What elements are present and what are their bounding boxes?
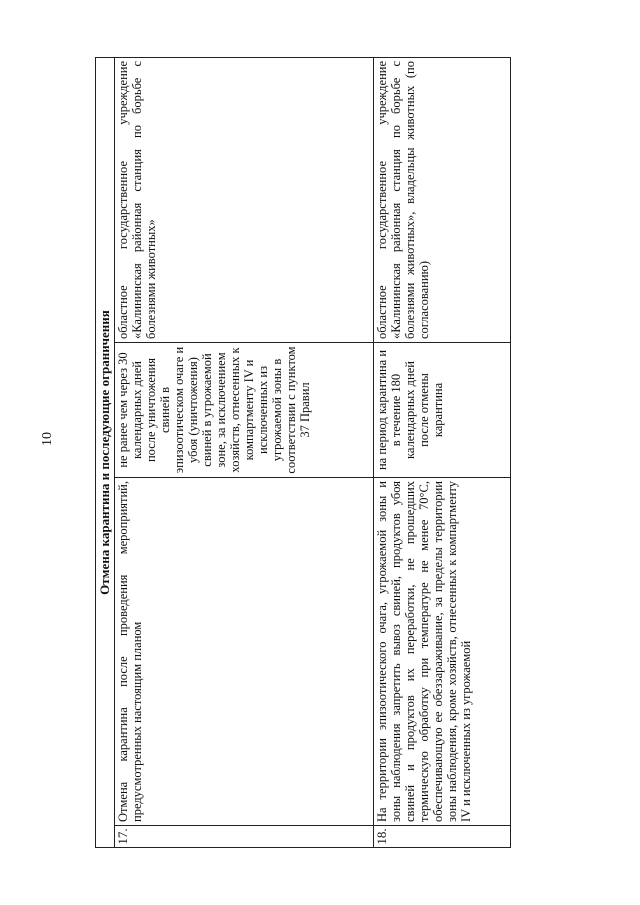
measure-cell: На территории эпизоотического очага, угрожаемой зоны и зоны наблюдения запретить вывоз свиней, продуктов убоя свиней и продуктов их переработки, не прошедших термическую обработку при температуре не менее 70°С, обеспечивающую ее обеззараживание, за пределы территории зоны наблюдения, кроме хозяйств, отнесенных к компартменту IV и исключенных из угрожаемой — [374, 478, 511, 826]
responsible-cell: областное государственное учреждение «Калининская районная станция по борьбе с болезнями животных» — [115, 58, 374, 343]
page-number: 10 — [40, 432, 55, 446]
rotated-table-container — [95, 58, 515, 848]
section-header: Отмена карантина и последующие ограничения — [96, 58, 115, 848]
plan-table — [95, 57, 511, 848]
term-cell: не ранее чем через 30 календарных дней после уничтожения свиней в эпизоотическом очаге и убоя (уничтожения) свиней в угрожаемой зоне, за исключением хозяйств, отнесенных к компартменту IV и исключенных из угрожаемой зоны в соответствии с пунктом 37 Правил — [115, 343, 374, 478]
table-row — [374, 58, 511, 848]
row-number: 18. — [374, 826, 511, 848]
responsible-cell: областное государственное учреждение «Калининская районная станция по борьбе с болезнями животных», владельцы животных (по согласованию) — [374, 58, 511, 343]
table-row — [115, 58, 374, 848]
measure-cell: Отмена карантина после проведения мероприятий, предусмотренных настоящим планом — [115, 478, 374, 826]
row-number: 17. — [115, 826, 374, 848]
section-header-row — [96, 58, 115, 848]
term-cell: на период карантина и в течение 180 календарных дней после отмены карантина — [374, 343, 511, 478]
